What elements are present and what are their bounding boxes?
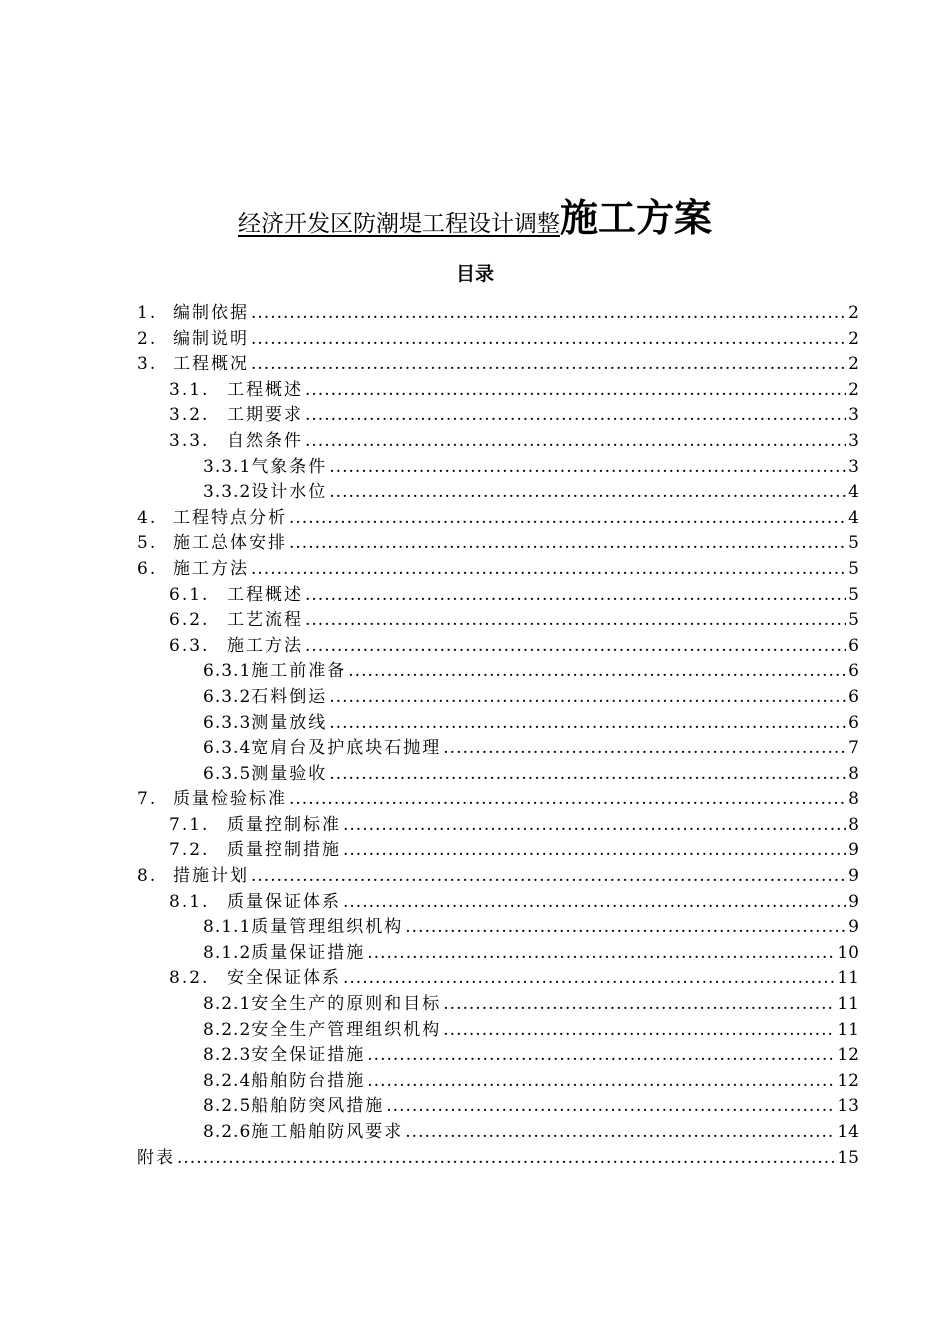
toc-entry-number: 6.1. (169, 584, 210, 605)
toc-dot-leader (348, 661, 846, 681)
toc-dot-leader (405, 1122, 835, 1142)
toc-dot-leader (305, 610, 846, 630)
toc-entry[interactable] (137, 528, 859, 554)
toc-dot-leader (343, 815, 846, 835)
toc-dot-leader (443, 1020, 835, 1040)
toc-entry[interactable] (137, 605, 859, 631)
toc-entry-page: 4 (848, 482, 859, 503)
toc-dot-leader (329, 764, 846, 784)
toc-entry-title: 自然条件 (227, 430, 303, 451)
toc-entry-page: 11 (837, 994, 859, 1015)
toc-entry[interactable] (137, 1117, 859, 1143)
toc-entry-number: 3.1. (169, 379, 210, 400)
toc-entry-page: 5 (848, 610, 859, 631)
toc-entry[interactable] (137, 656, 859, 682)
toc-entry[interactable] (137, 375, 859, 401)
toc-entry-page: 14 (837, 1122, 859, 1142)
toc-entry-number: 8. (137, 866, 158, 887)
toc-entry-title: 工程概况 (173, 354, 249, 375)
toc-dot-leader (343, 892, 846, 912)
toc-entry-title: 附表 (137, 1147, 175, 1168)
toc-entry-page: 9 (848, 840, 859, 861)
toc-entry[interactable] (137, 887, 859, 913)
toc-entry-page: 5 (848, 584, 859, 605)
toc-entry-number: 8.1. (169, 891, 210, 912)
toc-entry-page: 8 (848, 814, 859, 835)
toc-entry[interactable] (137, 1143, 859, 1169)
toc-dot-leader (251, 354, 846, 374)
toc-dot-leader (289, 533, 846, 553)
toc-entry-title: 编制说明 (173, 328, 249, 349)
toc-dot-leader (305, 636, 846, 656)
toc-dot-leader (405, 917, 846, 937)
toc-entry-number: 6.3. (169, 635, 210, 656)
toc-entry[interactable] (137, 963, 859, 989)
toc-entry-title: 质量检验标准 (173, 789, 287, 810)
toc-dot-leader (443, 738, 846, 758)
toc-entry-title: 质量控制措施 (227, 840, 341, 861)
toc-entry-page: 4 (848, 507, 859, 528)
toc-entry[interactable] (137, 733, 859, 759)
toc-entry[interactable] (137, 989, 859, 1015)
toc-entry-number: 4. (137, 507, 158, 528)
toc-entry-number: 6.2. (169, 610, 210, 631)
toc-entry[interactable] (137, 835, 859, 861)
toc-dot-leader (367, 1045, 835, 1065)
toc-entry-title: 工期要求 (227, 405, 303, 426)
toc-entry[interactable] (137, 912, 859, 938)
toc-entry-title: 工程特点分析 (173, 507, 287, 528)
toc-dot-leader (289, 508, 846, 528)
toc-entry-page: 13 (837, 1096, 859, 1117)
toc-entry-title: 工程概述 (227, 379, 303, 400)
toc-entry-title: 工艺流程 (227, 610, 303, 631)
toc-entry-title: 宽肩台及护底块石抛理 (251, 738, 442, 759)
toc-entry[interactable] (137, 759, 859, 785)
toc-entry-page: 3 (848, 430, 859, 451)
toc-entry[interactable] (137, 503, 859, 529)
toc-entry-title: 施工方法 (227, 635, 303, 656)
toc-entry-number: 6.3.2 (203, 686, 252, 707)
toc-entry[interactable] (137, 938, 859, 964)
toc-entry-number: 6. (137, 558, 158, 579)
toc-entry-page: 7 (848, 738, 859, 759)
toc-entry-number: 3.3.2 (203, 482, 252, 503)
toc-entry-title: 船舶防突风措施 (251, 1096, 385, 1117)
toc-entry-number: 5. (137, 533, 158, 554)
toc-entry[interactable] (137, 580, 859, 606)
toc-entry-number: 8.2.1 (203, 994, 252, 1015)
toc-entry[interactable] (137, 810, 859, 836)
toc-entry-number: 3.2. (169, 405, 210, 426)
toc-dot-leader (289, 789, 846, 809)
toc-entry-title: 安全保证体系 (227, 968, 341, 989)
toc-entry-number: 8.2.5 (203, 1096, 252, 1117)
toc-dot-leader (251, 866, 846, 886)
toc-entry-page: 3 (848, 405, 859, 426)
toc-entry-number: 7.1. (169, 814, 210, 835)
toc-entry-number: 3. (137, 354, 158, 375)
toc-entry-number: 2. (137, 328, 158, 349)
toc-entry[interactable] (137, 1040, 859, 1066)
toc-dot-leader (329, 713, 846, 733)
toc-entry-number: 7. (137, 789, 158, 810)
toc-entry-number: 6.3.1 (203, 661, 252, 682)
table-of-contents (137, 298, 859, 1168)
toc-entry-title: 工程概述 (227, 584, 303, 605)
toc-entry-page: 2 (848, 354, 859, 375)
toc-entry-page: 8 (848, 789, 859, 810)
toc-entry-page: 6 (848, 686, 859, 707)
toc-dot-leader (305, 585, 846, 605)
toc-dot-leader (343, 968, 835, 988)
toc-entry-title: 施工前准备 (251, 661, 347, 682)
toc-entry-page: 2 (848, 328, 859, 349)
toc-heading: 目录 (455, 263, 494, 285)
toc-entry-number: 3.3.1 (203, 456, 252, 477)
toc-entry-number: 6.3.3 (203, 712, 252, 733)
toc-entry[interactable] (137, 1066, 859, 1092)
toc-entry[interactable] (137, 349, 859, 375)
toc-dot-leader (251, 329, 846, 349)
toc-entry-number: 8.1.2 (203, 942, 252, 963)
toc-entry-page: 6 (848, 635, 859, 656)
toc-entry-page: 15 (837, 1147, 859, 1168)
toc-entry-number: 8.2.3 (203, 1045, 252, 1066)
toc-entry-page: 11 (837, 968, 859, 989)
toc-entry-number: 8.2.6 (203, 1122, 252, 1142)
toc-dot-leader (367, 1071, 835, 1091)
toc-entry-title: 安全保证措施 (251, 1045, 366, 1066)
toc-entry-number: 6.3.5 (203, 763, 252, 784)
toc-entry[interactable] (137, 1015, 859, 1041)
toc-dot-leader (305, 380, 846, 400)
document-title-emphasis: 施工方案 (559, 196, 712, 240)
toc-dot-leader (329, 687, 846, 707)
toc-entry-title: 石料倒运 (251, 686, 328, 707)
toc-entry-title: 安全生产的原则和目标 (251, 994, 442, 1015)
toc-entry-number: 8.2. (169, 968, 210, 989)
toc-dot-leader (177, 1148, 835, 1168)
toc-entry-page: 11 (837, 1019, 859, 1040)
toc-entry-number: 8.2.4 (203, 1070, 252, 1091)
toc-entry-number: 3.3. (169, 430, 210, 451)
toc-entry-title: 施工总体安排 (173, 533, 287, 554)
toc-entry-number: 7.2. (169, 840, 210, 861)
toc-dot-leader (251, 559, 846, 579)
toc-entry-page: 6 (848, 712, 859, 733)
toc-entry-title: 质量保证措施 (251, 942, 366, 963)
toc-entry-title: 施工船舶防风要求 (251, 1122, 404, 1142)
toc-dot-leader (305, 405, 846, 425)
document-title-main: 经济开发区防潮堤工程设计调整 (237, 211, 560, 237)
toc-entry-page: 5 (848, 558, 859, 579)
toc-entry-title: 测量验收 (251, 763, 328, 784)
toc-entry-title: 船舶防台措施 (251, 1070, 366, 1091)
toc-entry[interactable] (137, 682, 859, 708)
toc-dot-leader (251, 303, 846, 323)
toc-entry-page: 5 (848, 533, 859, 554)
toc-entry-number: 6.3.4 (203, 738, 252, 759)
toc-entry-title: 措施计划 (173, 866, 249, 887)
toc-entry-page: 2 (848, 303, 859, 323)
toc-entry-title: 质量管理组织机构 (251, 917, 404, 938)
toc-entry-page: 9 (848, 891, 859, 912)
toc-entry[interactable] (137, 298, 859, 324)
toc-entry[interactable] (137, 400, 859, 426)
toc-entry-title: 设计水位 (251, 482, 328, 503)
toc-entry[interactable] (137, 477, 859, 503)
toc-dot-leader (329, 457, 846, 477)
toc-entry-page: 9 (848, 917, 859, 938)
toc-entry-title: 测量放线 (251, 712, 328, 733)
toc-entry-page: 12 (837, 1045, 859, 1066)
toc-entry[interactable] (137, 1091, 859, 1117)
toc-entry-title: 安全生产管理组织机构 (251, 1019, 442, 1040)
toc-dot-leader (305, 431, 846, 451)
toc-entry-title: 质量保证体系 (227, 891, 341, 912)
toc-dot-leader (329, 482, 846, 502)
toc-entry-title: 气象条件 (251, 456, 328, 477)
toc-entry-title: 施工方法 (173, 558, 249, 579)
toc-entry[interactable] (137, 554, 859, 580)
toc-entry-page: 9 (848, 866, 859, 887)
toc-entry-page: 8 (848, 763, 859, 784)
toc-entry-number: 1. (137, 303, 158, 323)
toc-entry-number: 8.2.2 (203, 1019, 252, 1040)
toc-entry-page: 6 (848, 661, 859, 682)
toc-dot-leader (343, 840, 846, 860)
toc-entry[interactable] (137, 861, 859, 887)
toc-entry[interactable] (137, 784, 859, 810)
toc-entry-title: 质量控制标准 (227, 814, 341, 835)
toc-entry-page: 3 (848, 456, 859, 477)
document-title (0, 194, 950, 250)
toc-entry-number: 8.1.1 (203, 917, 252, 938)
toc-entry-title: 编制依据 (173, 303, 249, 323)
toc-entry-page: 12 (837, 1070, 859, 1091)
toc-entry[interactable] (137, 452, 859, 478)
toc-entry[interactable] (137, 708, 859, 734)
toc-entry-page: 2 (848, 379, 859, 400)
toc-dot-leader (443, 994, 835, 1014)
toc-entry[interactable] (137, 631, 859, 657)
toc-entry[interactable] (137, 324, 859, 350)
toc-dot-leader (386, 1096, 835, 1116)
toc-entry[interactable] (137, 426, 859, 452)
toc-dot-leader (367, 943, 835, 963)
toc-entry-page: 10 (837, 942, 859, 963)
